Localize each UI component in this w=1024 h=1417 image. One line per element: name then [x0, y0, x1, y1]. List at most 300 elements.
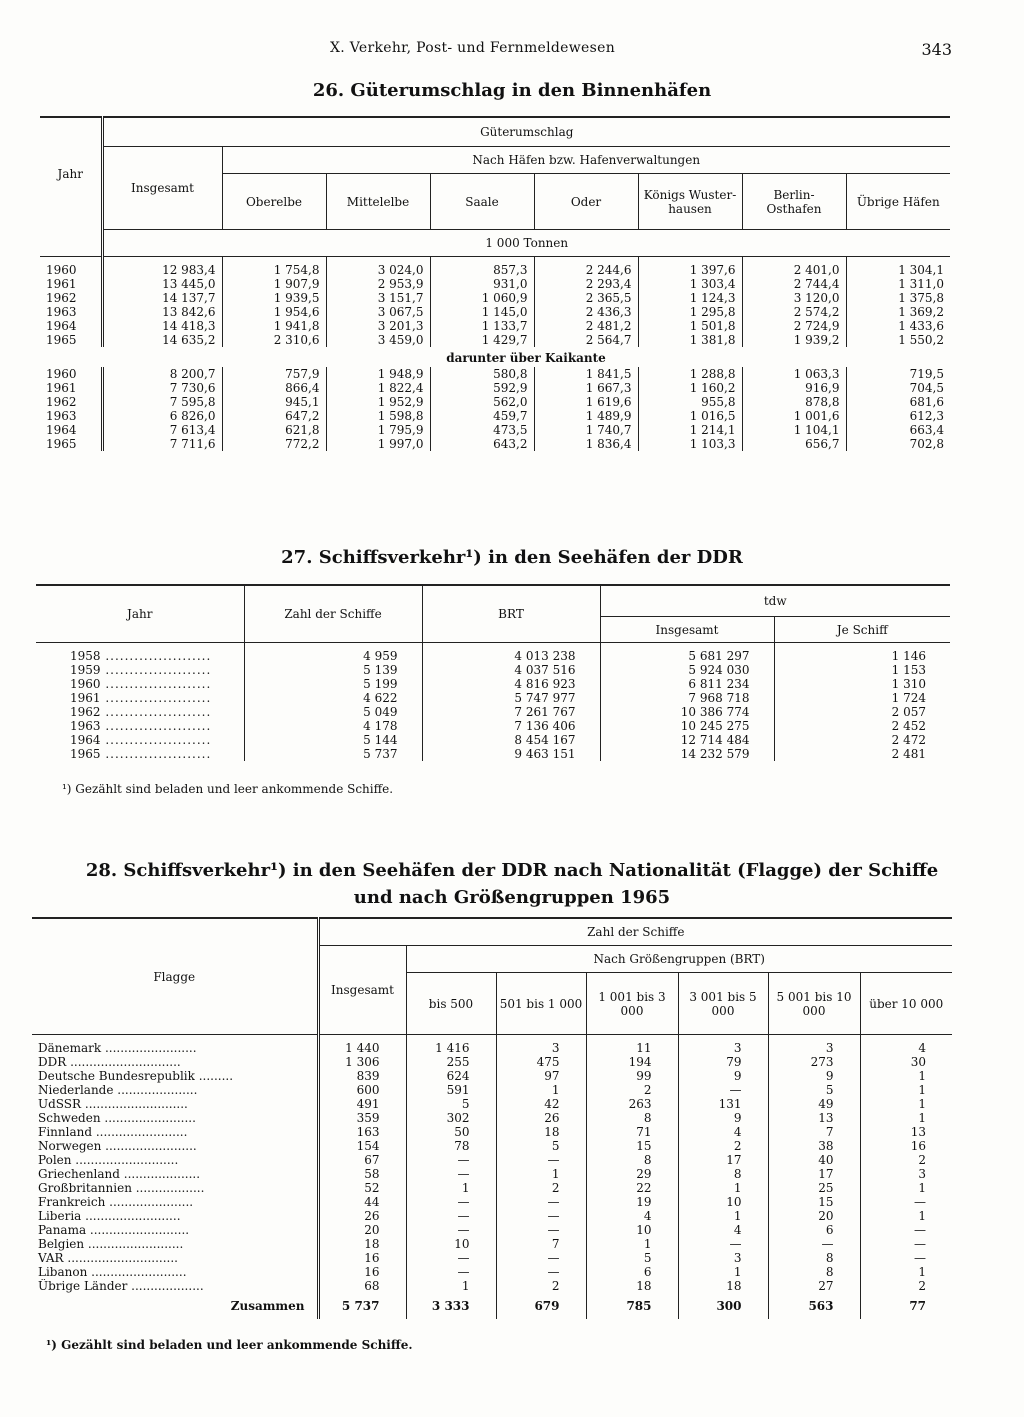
column-header: Oder — [534, 174, 638, 230]
cell-value: 621,8 — [222, 423, 326, 437]
row-year: 1960 — [46, 263, 77, 277]
cell-value: 5 681 297 — [600, 649, 774, 663]
cell-value: 97 — [496, 1069, 586, 1083]
cell-value: — — [678, 1237, 768, 1251]
cell-value: 14 137,7 — [102, 291, 222, 305]
column-header: 501 bis 1 000 — [496, 973, 586, 1035]
cell-value: 3 459,0 — [326, 333, 430, 347]
cell-value: 25 — [768, 1181, 860, 1195]
table-row — [40, 381, 950, 395]
cell-value: 1 — [860, 1083, 952, 1097]
table-row — [40, 319, 950, 333]
cell-value: 857,3 — [430, 263, 534, 277]
cell-value: 1 440 — [318, 1041, 406, 1055]
cell-value: 1 939,2 — [742, 333, 846, 347]
cell-value: 16 — [860, 1139, 952, 1153]
cell-value: 1 146 — [774, 649, 950, 663]
cell-value: 663,4 — [846, 423, 950, 437]
table-row — [40, 395, 950, 409]
cell-value: — — [496, 1265, 586, 1279]
table-row — [32, 1139, 952, 1153]
cell-value: 2 401,0 — [742, 263, 846, 277]
header-jahr: Jahr — [36, 585, 244, 643]
cell-value: 931,0 — [430, 277, 534, 291]
cell-value: 14 635,2 — [102, 333, 222, 347]
cell-value: 5 — [586, 1251, 678, 1265]
cell-value: 562,0 — [430, 395, 534, 409]
leader-dots: ...................... — [100, 719, 212, 733]
cell-value: 2 — [496, 1279, 586, 1293]
cell-value: 7 711,6 — [102, 437, 222, 451]
header-groessengruppen: Nach Größengruppen (BRT) — [406, 946, 952, 973]
leader-dots: ...................... — [100, 747, 212, 761]
table-row — [40, 409, 950, 423]
page-number: 343 — [921, 40, 952, 59]
cell-value: — — [406, 1195, 496, 1209]
cell-value: 3 201,3 — [326, 319, 430, 333]
cell-value: 704,5 — [846, 381, 950, 395]
column-header: Mittelelbe — [326, 174, 430, 230]
cell-value: 3 — [678, 1041, 768, 1055]
cell-value: 4 816 923 — [422, 677, 600, 691]
leader-dots: ........................... — [81, 1097, 188, 1111]
row-flag: Liberia — [38, 1209, 82, 1223]
cell-value: 5 737 — [244, 747, 422, 761]
cell-value: 2 310,6 — [222, 333, 326, 347]
cell-value: 9 — [768, 1069, 860, 1083]
cell-value: 13 842,6 — [102, 305, 222, 319]
table-row — [40, 423, 950, 437]
cell-value: 459,7 — [430, 409, 534, 423]
cell-value: 4 — [678, 1223, 768, 1237]
cell-value: 49 — [768, 1097, 860, 1111]
leader-dots: ............................. — [63, 1251, 178, 1265]
cell-value: 2 436,3 — [534, 305, 638, 319]
cell-value: 1 303,4 — [638, 277, 742, 291]
cell-value: 42 — [496, 1097, 586, 1111]
cell-value: 1 — [678, 1209, 768, 1223]
table-row — [36, 691, 950, 705]
cell-value: 58 — [318, 1167, 406, 1181]
cell-value: 1 598,8 — [326, 409, 430, 423]
cell-value: 3 — [768, 1041, 860, 1055]
cell-value: 1 501,8 — [638, 319, 742, 333]
cell-value: 7 595,8 — [102, 395, 222, 409]
cell-value: 3 067,5 — [326, 305, 430, 319]
cell-value: 10 — [678, 1195, 768, 1209]
cell-value: 1 — [406, 1279, 496, 1293]
header-flagge: Flagge — [32, 918, 318, 1035]
cell-value: 8 — [768, 1265, 860, 1279]
cell-value: 1 295,8 — [638, 305, 742, 319]
cell-value: 9 — [678, 1069, 768, 1083]
cell-value: 359 — [318, 1111, 406, 1125]
cell-value: 10 386 774 — [600, 705, 774, 719]
cell-value: 1 304,1 — [846, 263, 950, 277]
cell-value: 702,8 — [846, 437, 950, 451]
header-nach-haefen: Nach Häfen bzw. Hafenverwaltungen — [222, 147, 950, 174]
cell-value: 5 — [406, 1097, 496, 1111]
table-row — [40, 291, 950, 305]
header-je-schiff: Je Schiff — [774, 617, 950, 643]
leader-dots: ........................ — [101, 1139, 197, 1153]
table-row — [32, 1167, 952, 1181]
cell-value: 12 714 484 — [600, 733, 774, 747]
cell-value: 163 — [318, 1125, 406, 1139]
cell-value: 1 — [496, 1083, 586, 1097]
cell-value: 194 — [586, 1055, 678, 1069]
cell-value: 1 907,9 — [222, 277, 326, 291]
row-year: 1959 — [70, 663, 101, 677]
cell-value: 302 — [406, 1111, 496, 1125]
header-zahl-schiffe: Zahl der Schiffe — [244, 585, 422, 643]
table-row — [32, 1265, 952, 1279]
row-year: 1962 — [46, 291, 77, 305]
cell-value: 18 — [496, 1125, 586, 1139]
cell-value: 1 — [860, 1181, 952, 1195]
cell-value: 16 — [318, 1265, 406, 1279]
cell-value: 29 — [586, 1167, 678, 1181]
row-flag: Großbritannien — [38, 1181, 132, 1195]
leader-dots: .......................... — [86, 1223, 190, 1237]
table-row — [32, 1237, 952, 1251]
cell-value: 2 — [860, 1153, 952, 1167]
row-year: 1962 — [46, 395, 77, 409]
cell-value: 1 997,0 — [326, 437, 430, 451]
cell-value: 1 754,8 — [222, 263, 326, 277]
cell-value: 1 939,5 — [222, 291, 326, 305]
total-value: 5 737 — [318, 1293, 406, 1319]
cell-value: — — [768, 1237, 860, 1251]
header-brt: BRT — [422, 585, 600, 643]
table-27-title: 27. Schiffsverkehr¹) in den Seehäfen der DDR — [281, 547, 743, 568]
total-value: 77 — [860, 1293, 952, 1319]
cell-value: 2 — [678, 1139, 768, 1153]
cell-value: 9 463 151 — [422, 747, 600, 761]
leader-dots: ......................... — [84, 1237, 184, 1251]
cell-value: 3 151,7 — [326, 291, 430, 305]
table-row — [36, 747, 950, 761]
cell-value: 1 — [678, 1181, 768, 1195]
cell-value: 71 — [586, 1125, 678, 1139]
cell-value: 68 — [318, 1279, 406, 1293]
cell-value: 26 — [496, 1111, 586, 1125]
cell-value: 8 — [586, 1153, 678, 1167]
cell-value: 78 — [406, 1139, 496, 1153]
cell-value: 3 — [860, 1167, 952, 1181]
leader-dots: ...................... — [105, 1195, 194, 1209]
leader-dots: ...................... — [100, 663, 212, 677]
table-row — [32, 1097, 952, 1111]
cell-value: 7 730,6 — [102, 381, 222, 395]
cell-value: 1 153 — [774, 663, 950, 677]
table-row — [32, 1209, 952, 1223]
column-header: Königs Wuster- hausen — [638, 174, 742, 230]
cell-value: 10 — [406, 1237, 496, 1251]
cell-value: 20 — [768, 1209, 860, 1223]
cell-value: 6 — [768, 1223, 860, 1237]
row-year: 1961 — [46, 381, 77, 395]
cell-value: — — [406, 1153, 496, 1167]
cell-value: 10 — [586, 1223, 678, 1237]
cell-value: 2 057 — [774, 705, 950, 719]
cell-value: 273 — [768, 1055, 860, 1069]
cell-value: 2 452 — [774, 719, 950, 733]
table-row — [32, 1251, 952, 1265]
cell-value: 1 433,6 — [846, 319, 950, 333]
row-year: 1965 — [46, 333, 77, 347]
column-header: Saale — [430, 174, 534, 230]
cell-value: 2 293,4 — [534, 277, 638, 291]
header-tdw: tdw — [600, 585, 950, 617]
cell-value: 8 454 167 — [422, 733, 600, 747]
cell-value: 772,2 — [222, 437, 326, 451]
cell-value: 5 — [768, 1083, 860, 1097]
cell-value: 1 954,6 — [222, 305, 326, 319]
table-27 — [36, 584, 950, 761]
leader-dots: ...................... — [100, 649, 212, 663]
row-flag: Panama — [38, 1223, 87, 1237]
header-insgesamt: Insgesamt — [102, 147, 222, 230]
cell-value: 1 795,9 — [326, 423, 430, 437]
cell-value: 67 — [318, 1153, 406, 1167]
cell-value: 5 199 — [244, 677, 422, 691]
row-year: 1963 — [46, 409, 77, 423]
cell-value: 473,5 — [430, 423, 534, 437]
cell-value: 719,5 — [846, 367, 950, 381]
row-flag: UdSSR — [38, 1097, 82, 1111]
table-row — [40, 333, 950, 347]
header-jahr: Jahr — [57, 166, 83, 181]
leader-dots: ...................... — [100, 733, 212, 747]
row-year: 1964 — [70, 733, 101, 747]
column-header: über 10 000 — [860, 973, 952, 1035]
cell-value: 4 — [678, 1125, 768, 1139]
leader-dots: ...................... — [100, 677, 212, 691]
cell-value: 44 — [318, 1195, 406, 1209]
cell-value: 1 — [496, 1167, 586, 1181]
header-tdw-insgesamt: Insgesamt — [600, 617, 774, 643]
cell-value: 2 — [496, 1181, 586, 1195]
leader-dots: ........................ — [101, 1041, 197, 1055]
cell-value: 5 747 977 — [422, 691, 600, 705]
cell-value: 1 841,5 — [534, 367, 638, 381]
row-flag: Polen — [38, 1153, 72, 1167]
cell-value: 612,3 — [846, 409, 950, 423]
cell-value: 6 826,0 — [102, 409, 222, 423]
cell-value: 17 — [678, 1153, 768, 1167]
table-row — [32, 1153, 952, 1167]
total-row — [32, 1293, 952, 1319]
total-value: 300 — [678, 1293, 768, 1319]
table-row — [36, 677, 950, 691]
cell-value: 2 244,6 — [534, 263, 638, 277]
row-flag: Niederlande — [38, 1083, 114, 1097]
cell-value: 13 — [860, 1125, 952, 1139]
cell-value: 263 — [586, 1097, 678, 1111]
row-year: 1964 — [46, 319, 77, 333]
leader-dots: ............................. — [66, 1055, 181, 1069]
row-flag: Finnland — [38, 1125, 93, 1139]
cell-value: 10 245 275 — [600, 719, 774, 733]
cell-value: 154 — [318, 1139, 406, 1153]
cell-value: 1 667,3 — [534, 381, 638, 395]
cell-value: 1 397,6 — [638, 263, 742, 277]
column-header: 3 001 bis 5 000 — [678, 973, 768, 1035]
row-year: 1960 — [46, 367, 77, 381]
table-row — [40, 367, 950, 381]
leader-dots: ...................... — [100, 705, 212, 719]
table-row — [36, 663, 950, 677]
row-flag: DDR — [38, 1055, 67, 1069]
cell-value: 38 — [768, 1139, 860, 1153]
cell-value: 1 103,3 — [638, 437, 742, 451]
cell-value: 13 — [768, 1111, 860, 1125]
cell-value: 1 133,7 — [430, 319, 534, 333]
cell-value: 5 139 — [244, 663, 422, 677]
cell-value: 591 — [406, 1083, 496, 1097]
cell-value: — — [860, 1237, 952, 1251]
column-header: Berlin- Osthafen — [742, 174, 846, 230]
cell-value: 1 124,3 — [638, 291, 742, 305]
cell-value: 1 060,9 — [430, 291, 534, 305]
cell-value: 2 — [860, 1279, 952, 1293]
table-row — [32, 1055, 952, 1069]
row-flag: VAR — [38, 1251, 64, 1265]
table-row — [36, 649, 950, 663]
cell-value: 2 953,9 — [326, 277, 430, 291]
table-row — [32, 1125, 952, 1139]
cell-value: 955,8 — [638, 395, 742, 409]
cell-value: 592,9 — [430, 381, 534, 395]
cell-value: 580,8 — [430, 367, 534, 381]
cell-value: 7 613,4 — [102, 423, 222, 437]
header-zahl-schiffe: Zahl der Schiffe — [318, 918, 952, 946]
row-year: 1958 — [70, 649, 101, 663]
cell-value: — — [406, 1223, 496, 1237]
row-flag: Schweden — [38, 1111, 101, 1125]
cell-value: 79 — [678, 1055, 768, 1069]
cell-value: 4 — [586, 1209, 678, 1223]
column-header: Übrige Häfen — [846, 174, 950, 230]
cell-value: 5 144 — [244, 733, 422, 747]
cell-value: 8 — [586, 1111, 678, 1125]
cell-value: 2 574,2 — [742, 305, 846, 319]
running-header — [0, 40, 1024, 60]
cell-value: 19 — [586, 1195, 678, 1209]
cell-value: — — [860, 1251, 952, 1265]
leader-dots: .................. — [131, 1181, 205, 1195]
cell-value: 2 481 — [774, 747, 950, 761]
cell-value: 11 — [586, 1041, 678, 1055]
cell-value: 1 489,9 — [534, 409, 638, 423]
cell-value: 491 — [318, 1097, 406, 1111]
row-year: 1961 — [46, 277, 77, 291]
table-row — [40, 305, 950, 319]
table-row — [32, 1111, 952, 1125]
cell-value: 8 200,7 — [102, 367, 222, 381]
cell-value: 945,1 — [222, 395, 326, 409]
cell-value: 1 — [860, 1265, 952, 1279]
table-row — [32, 1041, 952, 1055]
cell-value: 2 564,7 — [534, 333, 638, 347]
leader-dots: ........................ — [92, 1125, 188, 1139]
row-year: 1963 — [46, 305, 77, 319]
cell-value: — — [496, 1223, 586, 1237]
cell-value: 656,7 — [742, 437, 846, 451]
leader-dots: ........................... — [71, 1153, 179, 1167]
cell-value: 2 724,9 — [742, 319, 846, 333]
cell-value: 4 959 — [244, 649, 422, 663]
cell-value: 878,8 — [742, 395, 846, 409]
table-28 — [32, 917, 952, 1319]
cell-value: 17 — [768, 1167, 860, 1181]
cell-value: 4 — [860, 1041, 952, 1055]
cell-value: 1 619,6 — [534, 395, 638, 409]
table-row — [36, 705, 950, 719]
row-flag: Belgien — [38, 1237, 85, 1251]
cell-value: 52 — [318, 1181, 406, 1195]
cell-value: 14 418,3 — [102, 319, 222, 333]
cell-value: 5 049 — [244, 705, 422, 719]
leader-dots: .................... — [119, 1167, 201, 1181]
cell-value: 7 261 767 — [422, 705, 600, 719]
cell-value: 643,2 — [430, 437, 534, 451]
cell-value: 1 — [406, 1181, 496, 1195]
cell-value: 20 — [318, 1223, 406, 1237]
cell-value: 5 — [496, 1139, 586, 1153]
subsection-label: darunter über Kaikante — [446, 351, 606, 365]
cell-value: — — [406, 1251, 496, 1265]
column-header: 5 001 bis 10 000 — [768, 973, 860, 1035]
cell-value: 1 822,4 — [326, 381, 430, 395]
leader-dots: ..................... — [113, 1083, 198, 1097]
cell-value: 27 — [768, 1279, 860, 1293]
cell-value: 7 136 406 — [422, 719, 600, 733]
cell-value: 131 — [678, 1097, 768, 1111]
cell-value: 40 — [768, 1153, 860, 1167]
column-header: bis 500 — [406, 973, 496, 1035]
cell-value: 2 365,5 — [534, 291, 638, 305]
leader-dots: ................... — [127, 1279, 204, 1293]
cell-value: 50 — [406, 1125, 496, 1139]
cell-value: 1 740,7 — [534, 423, 638, 437]
leader-dots: ...................... — [100, 691, 212, 705]
leader-dots: ......... — [194, 1069, 234, 1083]
cell-value: 1 311,0 — [846, 277, 950, 291]
cell-value: 1 369,2 — [846, 305, 950, 319]
table-row — [36, 733, 950, 747]
section-title: X. Verkehr, Post- und Fernmeldewesen — [330, 40, 616, 56]
cell-value: 916,9 — [742, 381, 846, 395]
cell-value: 866,4 — [222, 381, 326, 395]
cell-value: — — [496, 1251, 586, 1265]
table-row — [36, 719, 950, 733]
row-year: 1960 — [70, 677, 101, 691]
cell-value: 1 288,8 — [638, 367, 742, 381]
cell-value: 8 — [768, 1251, 860, 1265]
cell-value: 3 — [496, 1041, 586, 1055]
cell-value: 1 — [860, 1097, 952, 1111]
cell-value: 1 104,1 — [742, 423, 846, 437]
cell-value: 681,6 — [846, 395, 950, 409]
row-year: 1964 — [46, 423, 77, 437]
cell-value: 2 744,4 — [742, 277, 846, 291]
total-value: 563 — [768, 1293, 860, 1319]
table-row — [32, 1069, 952, 1083]
cell-value: — — [860, 1223, 952, 1237]
row-flag: Libanon — [38, 1265, 88, 1279]
